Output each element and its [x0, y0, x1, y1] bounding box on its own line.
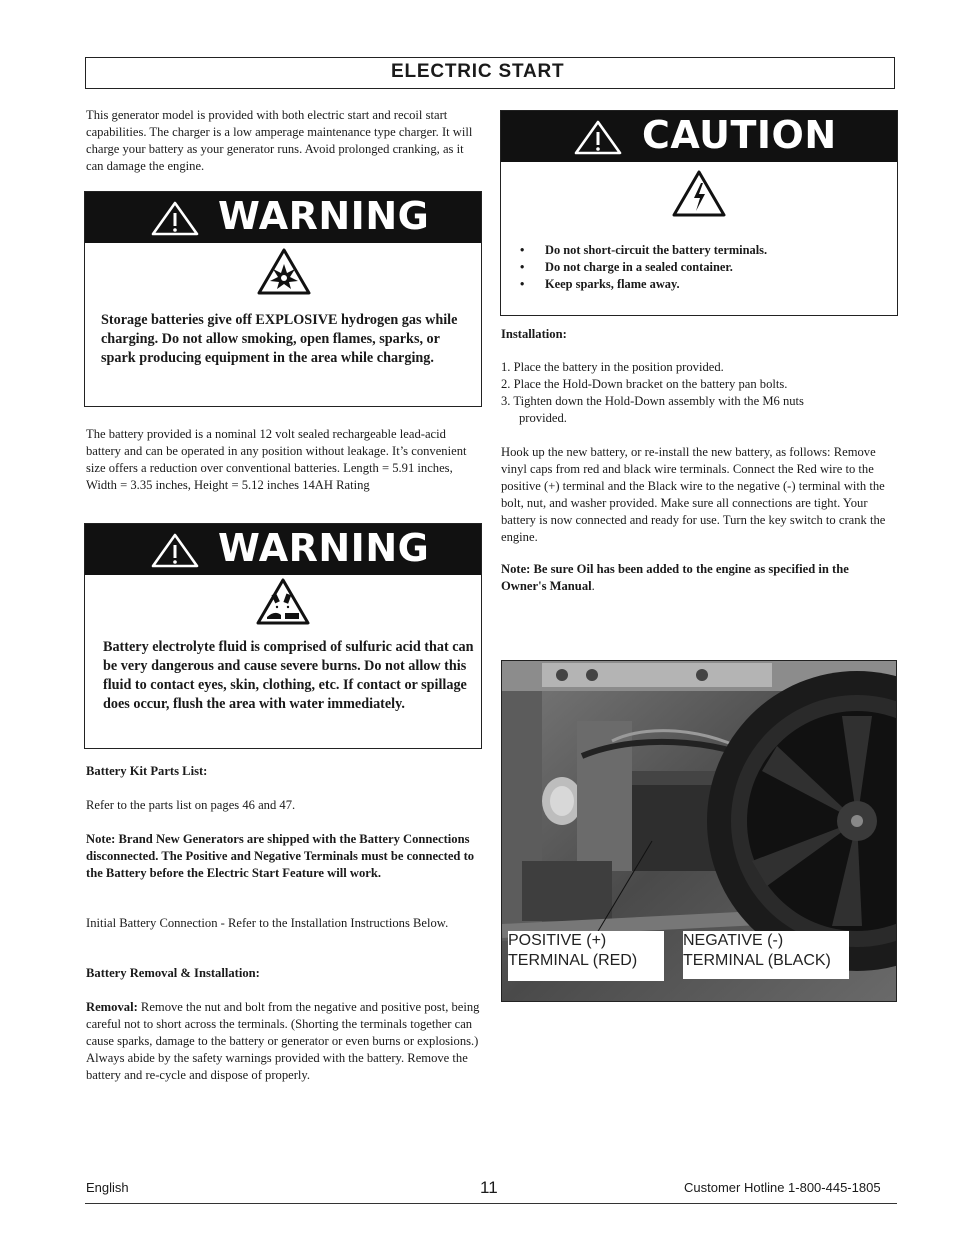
caution-header — [501, 111, 897, 162]
customer-hotline: Customer Hotline 1-800-445-1805 — [684, 1180, 881, 1195]
warning-heading: WARNING — [218, 194, 430, 238]
battery-description: The battery provided is a nominal 12 volt sealed rechargeable lead-acid battery and can be operated in any position without leakage. It’s convenient size offers a reduction over conventional batteries. Length = 5.91 inches, Width = 3.35 inches, Height = 5.12 inches 14AH Rating — [86, 427, 467, 492]
warning-triangle-icon — [150, 532, 200, 568]
oil-note — [501, 561, 897, 595]
warning-text: Storage batteries give off EXPLOSIVE hydrogen gas while charging. Do not allow smoking, open flames, sparks, or spark producing equipment in the area while charging. — [101, 312, 458, 366]
caution-list — [515, 242, 885, 293]
installation-step-continued: provided. — [519, 411, 567, 425]
caution-item: • Do not short-circuit the battery terminals. — [515, 242, 885, 259]
note-connections: Note: Brand New Generators are shipped with the Battery Connections disconnected. The Positive and Negative Terminals must be connected to the Battery before the Electric Start Feature will work. — [86, 832, 475, 880]
negative-terminal-label-line2: TERMINAL (BLACK) — [683, 952, 831, 969]
warning-text: Battery electrolyte fluid is comprised of sulfuric acid that can be very dangerous and cause severe burns. Do not allow this fluid to contact eyes, skin, clothing, etc. If contact or spillage does occur, flush the area with water immediately. — [103, 639, 474, 712]
page-number: 11 — [480, 1178, 498, 1197]
oil-note-end: . — [591, 579, 595, 593]
initial-connection-text: Initial Battery Connection - Refer to the Installation Instructions Below. — [86, 916, 449, 930]
footer-language: English — [86, 1180, 129, 1195]
explosion-hazard-icon — [256, 247, 312, 297]
caution-item: • Keep sparks, flame away. — [515, 276, 885, 293]
corrosive-hazard-icon — [255, 577, 311, 627]
negative-terminal-label — [683, 931, 849, 979]
positive-terminal-label — [508, 931, 664, 981]
warning-sign-explosive — [84, 191, 482, 407]
caution-sign — [500, 110, 898, 316]
warning-triangle-icon — [573, 119, 623, 155]
intro-paragraph: This generator model is provided with both electric start and recoil start capabilities. The charger is a low amperage maintenance type charger. It will charge your battery as your generator runs. Avoid prolonged cranking, as it can damage the engine. — [86, 108, 473, 173]
electrical-shock-hazard-icon — [671, 169, 727, 219]
installation-steps — [501, 359, 897, 427]
negative-terminal-label-line1: NEGATIVE (-) — [683, 932, 784, 949]
installation-heading: Installation: — [501, 327, 567, 341]
battery-installation-photo — [501, 660, 897, 1002]
section-title: ELECTRIC START — [391, 61, 565, 82]
removal-label: Removal: — [86, 1000, 138, 1014]
caution-heading: CAUTION — [642, 113, 837, 157]
positive-terminal-label-line2: TERMINAL (RED) — [508, 952, 638, 969]
installation-step: 2. Place the Hold-Down bracket on the battery pan bolts. — [501, 377, 788, 391]
warning-heading: WARNING — [218, 526, 430, 570]
installation-step: 3. Tighten down the Hold-Down assembly with the M6 nuts — [501, 394, 804, 408]
hookup-paragraph: Hook up the new battery, or re-install the new battery, as follows: Remove vinyl caps from red and black wire terminals. Connect the Red wire to the positive (+) terminal and the Black wire to the negative (-) terminal with the bolt, nut, and washer provided. Make sure all connections are tight. Your battery is now connected and ready for use. Turn the key switch to crank the engine. — [501, 445, 886, 544]
removal-installation-heading: Battery Removal & Installation: — [86, 966, 260, 980]
warning-triangle-icon — [150, 200, 200, 236]
caution-item: • Do not charge in a sealed container. — [515, 259, 885, 276]
warning-sign-corrosive — [84, 523, 482, 749]
kit-heading: Battery Kit Parts List: — [86, 764, 208, 778]
footer-divider — [85, 1203, 897, 1204]
positive-terminal-label-line1: POSITIVE (+) — [508, 932, 607, 949]
warning-header — [85, 524, 481, 575]
warning-header — [85, 192, 481, 243]
installation-step: 1. Place the battery in the position provided. — [501, 360, 724, 374]
oil-note-text: Note: Be sure Oil has been added to the engine as specified in the Owner's Manual — [501, 562, 849, 593]
kit-text: Refer to the parts list on pages 46 and 47. — [86, 798, 296, 812]
removal-text: Remove the nut and bolt from the negative and positive post, being careful not to short across the terminals. (Shorting the terminals together can cause sparks, damage to the battery or generator or even burns or explosions.) Always abide by the safety warnings provided with the battery. Remove the battery and re-cycle and dispose of properly. — [86, 1000, 480, 1082]
section-title-box — [85, 57, 895, 89]
removal-paragraph — [86, 999, 482, 1084]
